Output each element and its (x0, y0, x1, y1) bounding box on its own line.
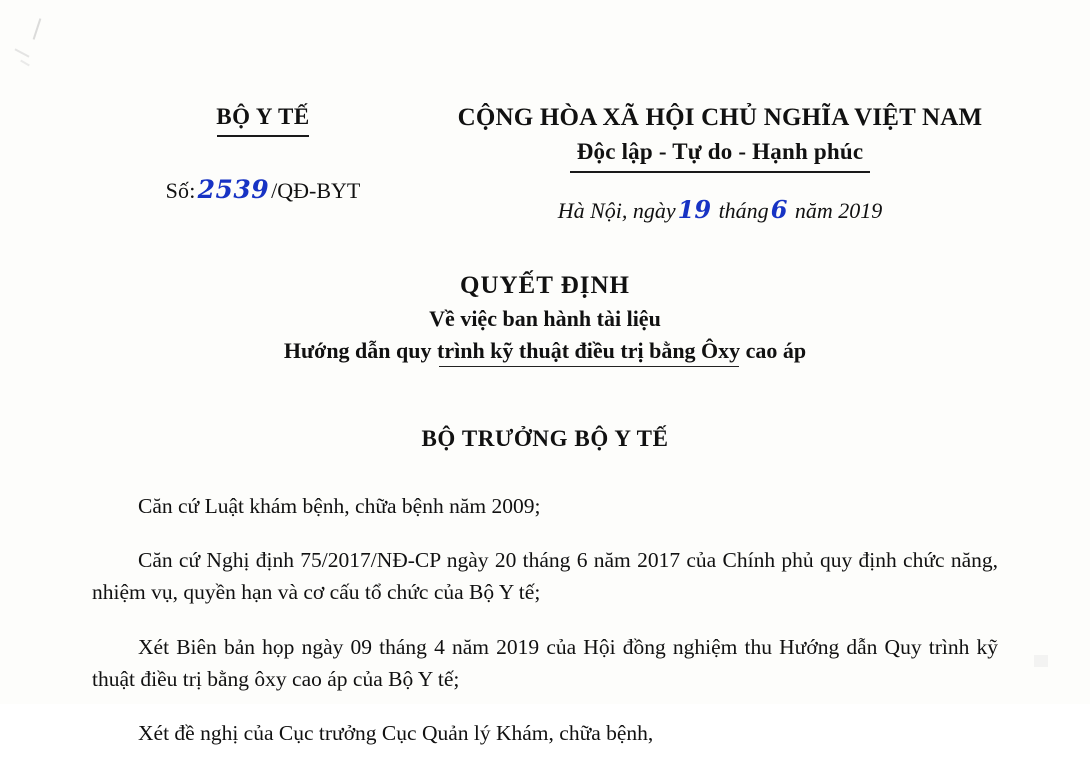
document-number-label: Số: (165, 178, 196, 203)
subject-underline (439, 366, 739, 368)
body-paragraph: Căn cứ Luật khám bệnh, chữa bệnh năm 2009; (138, 493, 541, 518)
month-label: tháng (718, 198, 769, 223)
issuing-authority: BỘ TRƯỞNG BỘ Y TẾ (421, 426, 669, 451)
document-number (118, 175, 408, 204)
issuer-underline (217, 135, 309, 137)
scan-artifact-icon (20, 60, 30, 67)
issuer-block (118, 104, 408, 204)
document-subject-line-2-wrap (284, 338, 806, 364)
scan-artifact-icon (33, 18, 42, 40)
place-label: Hà Nội, ngày (557, 198, 676, 223)
body-paragraph: Xét Biên bản họp ngày 09 tháng 4 năm 2019 của Hội đồng nghiệm thu Hướng dẫn Quy trình kỹ thuật điều trị bằng ôxy cao áp của Bộ Y tế; (92, 634, 998, 692)
title-block (0, 272, 1090, 364)
issuer-name: BỘ Y TẾ (216, 104, 310, 129)
national-motto: Độc lập - Tự do - Hạnh phúc (576, 139, 864, 164)
document-body (92, 468, 998, 761)
document-subject-line-1: Về việc ban hành tài liệu (429, 306, 661, 331)
document-number-suffix: /QĐ-BYT (271, 178, 361, 203)
year-label: năm 2019 (794, 198, 883, 223)
body-paragraph: Căn cứ Nghị định 75/2017/NĐ-CP ngày 20 tháng 6 năm 2017 của Chính phủ quy định chức năng, nhiệm vụ, quyền hạn và cơ cấu tổ chức của Bộ Y tế; (92, 547, 998, 605)
scan-artifact-icon (14, 48, 29, 57)
document-type-title: QUYẾT ĐỊNH (460, 272, 630, 299)
body-paragraph: Xét đề nghị của Cục trưởng Cục Quản lý Khám, chữa bệnh, (138, 721, 654, 746)
date-month-value: 6 (770, 195, 788, 224)
date-day-value: 19 (677, 195, 712, 224)
motto-underline (570, 171, 870, 173)
document-subject-line-2: Hướng dẫn quy trình kỹ thuật điều trị bằng Ôxy cao áp (283, 338, 807, 363)
scan-artifact-icon (1034, 655, 1048, 667)
place-and-date (400, 195, 1040, 224)
document-header (0, 104, 1090, 234)
national-title: CỘNG HÒA XÃ HỘI CHỦ NGHĨA VIỆT NAM (457, 104, 983, 131)
national-heading-block (400, 104, 1040, 224)
document-number-value: 2539 (197, 175, 270, 204)
